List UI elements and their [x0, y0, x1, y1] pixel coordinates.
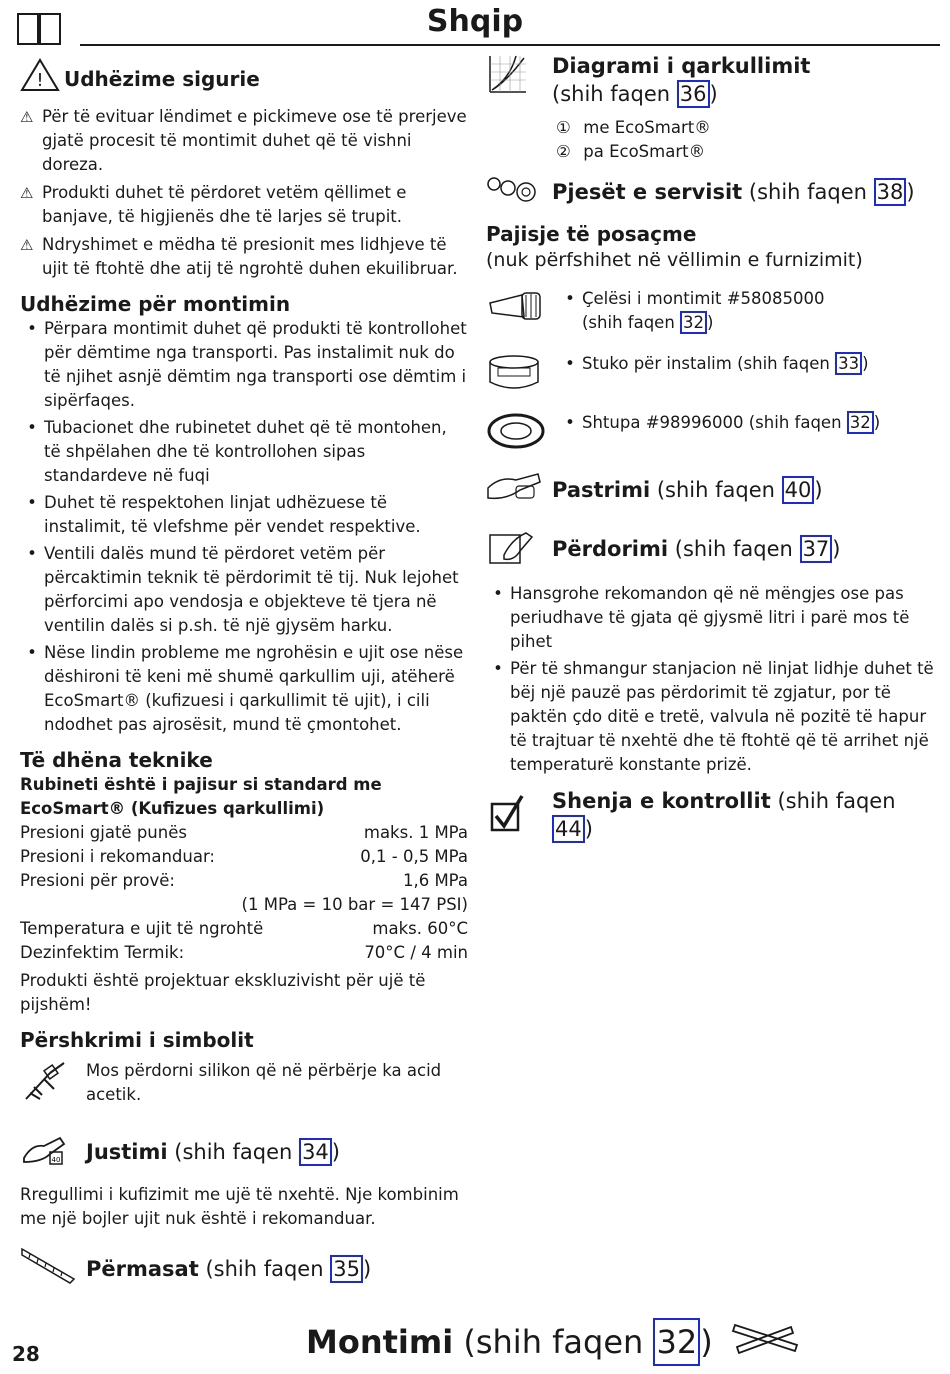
- safety-item: ⚠ Për të evituar lëndimet e pickimeve ose të prerjeve gjatë procesit të montimit duhet që të vishni doreza.: [20, 107, 467, 174]
- safety-title: Udhëzime sigurie: [64, 66, 260, 91]
- page-link[interactable]: 34: [299, 1138, 332, 1166]
- wrench-icon: [731, 1319, 801, 1366]
- page-link[interactable]: 35: [330, 1255, 363, 1283]
- page-link[interactable]: 32: [653, 1318, 700, 1366]
- footer-montimi: Montimi (shih faqen 32 ): [306, 1318, 801, 1366]
- list-item: ① me EcoSmart®: [556, 118, 711, 137]
- page-link[interactable]: 44: [552, 815, 585, 843]
- list-item: • Duhet të respektohen linjat udhëzuese të instalimit, të vlefshme për vendet respektive.: [27, 493, 421, 536]
- mount-title: Udhëzime për montimin: [20, 292, 291, 316]
- justimi-row: 40 Justimi (shih faqen 34 ): [20, 1128, 468, 1175]
- special-item-key: • Çelësi i montimit #58085000 (shih faqen 32 ): [486, 287, 936, 338]
- tech-row: Presioni gjatë punës maks. 1 MPa: [20, 823, 468, 842]
- tech-subtitle-2: EcoSmart® (Kufizues qarkullimi): [20, 799, 325, 818]
- list-item: • Ventili dalës mund të përdoret vetëm për përcaktimin teknik të përdorimit të tij. Nuk lejohet përforcimi apo vendosja e objekteve të tjera në ventilin dalës si p.sh. të një gjysëm harku.: [27, 544, 459, 635]
- tech-row: Temperatura e ujit të ngrohtë maks. 60°C: [20, 919, 468, 938]
- diagram-title: Diagrami i qarkullimit: [552, 54, 811, 78]
- pastrimi-row: Pastrimi (shih faqen 40 ): [486, 468, 936, 511]
- diagram-items: [556, 116, 936, 164]
- list-item: • Tubacionet dhe rubinetet duhet që të montohen, të shpëlahen dhe të kontrollohen sipas standardeve në fuqi: [27, 418, 447, 485]
- page-link[interactable]: 33: [835, 352, 862, 375]
- page-number: 28: [12, 1342, 40, 1366]
- pastrimi-title: Pastrimi: [552, 477, 651, 502]
- hand-adjust-icon: [20, 1128, 86, 1175]
- ruler-icon: [20, 1245, 86, 1292]
- warning-icon: [20, 58, 64, 99]
- svg-text:40: 40: [51, 1156, 61, 1164]
- tech-title: Të dhëna teknike: [20, 748, 213, 772]
- cleaning-hand-icon: [486, 468, 552, 511]
- putty-can-icon: [486, 352, 552, 399]
- left-column: [20, 58, 468, 1292]
- diagram-row: Diagrami i qarkullimit (shih faqen 36 ): [486, 52, 936, 108]
- symbol-row: [20, 1059, 468, 1110]
- special-title: Pajisje të posaçme: [486, 222, 697, 246]
- page-link[interactable]: 32: [847, 411, 874, 434]
- header-rule: [80, 44, 940, 46]
- service-title: Pjesët e servisit: [552, 179, 743, 204]
- operating-hand-icon: [486, 525, 552, 572]
- page-link[interactable]: 38: [874, 178, 907, 206]
- list-item: • Përpara montimit duhet që produkti të kontrollohet për dëmtime nga transporti. Pas instalimit nuk do të njihet asnjë dëmtim nga transporti ose dëmtim i sipërfaqes.: [27, 319, 467, 410]
- tech-subtitle: Rubineti është i pajisur si standard me: [20, 775, 382, 794]
- kontrolli-row: Shenja e kontrollit (shih faqen 44 ): [486, 787, 936, 843]
- list-item: ② pa EcoSmart®: [556, 142, 706, 161]
- service-parts-icon: [486, 170, 552, 213]
- seal-ring-icon: [486, 411, 552, 458]
- list-item: • Për të shmangur stanjacion në linjat lidhje duhet të bëj një pauzë pas përdorimit të zgjatur, por të paktën çdo ditë e tretë, valvula në pozitë të hapur të trajtuar të nxehtë dhe të ftohtë që të arrihet një temperaturë konstante prizë.: [493, 659, 934, 774]
- mounting-key-icon: [486, 287, 552, 334]
- list-item: • Hansgrohe rekomandon që në mëngjes ose pas periudhave të gjata që gjysmë litri i parë mos të pihet: [493, 584, 910, 651]
- page-link[interactable]: 32: [680, 311, 707, 334]
- perdorimi-list: [486, 582, 936, 777]
- justimi-text: Rregullimi i kufizimit me ujë të nxehtë. Nje kombinim me një bojler ujit nuk është i rekomanduar.: [20, 1185, 459, 1228]
- justimi-title: Justimi: [86, 1139, 168, 1164]
- special-subtitle: (nuk përfshihet në vëllimin e furnizimit): [486, 249, 863, 271]
- tech-row: Presioni për provë: 1,6 MPa: [20, 871, 468, 890]
- tech-row: Presioni i rekomanduar: 0,1 - 0,5 MPa: [20, 847, 468, 866]
- tech-row: Dezinfektim Termik: 70°C / 4 min: [20, 943, 468, 962]
- warning-icon: ⚠: [20, 236, 34, 254]
- special-item-seal: • Shtupa #98996000 (shih faqen 32 ): [486, 411, 936, 458]
- tech-note: Produkti është projektuar ekskluzivisht për ujë të pijshëm!: [20, 971, 426, 1014]
- page-link[interactable]: 37: [800, 535, 833, 563]
- permasat-row: Përmasat (shih faqen 35 ): [20, 1245, 468, 1292]
- permasat-title: Përmasat: [86, 1256, 199, 1281]
- warning-icon: ⚠: [20, 108, 34, 126]
- right-column: [486, 52, 936, 843]
- perdorimi-title: Përdorimi: [552, 536, 669, 561]
- checkmark-box-icon: [486, 792, 552, 839]
- symbol-text: Mos përdorni silikon që në përbërje ka acid acetik.: [86, 1061, 442, 1104]
- page-link[interactable]: 36: [677, 80, 710, 108]
- tech-row: (1 MPa = 10 bar = 147 PSI): [241, 895, 468, 914]
- safety-heading: [20, 58, 468, 99]
- flow-diagram-icon: [486, 52, 552, 103]
- warning-icon: ⚠: [20, 184, 34, 202]
- symbol-title: Përshkrimi i simbolit: [20, 1028, 254, 1052]
- svg-text:!: !: [36, 70, 44, 91]
- page-title: Shqip: [426, 4, 524, 39]
- special-item-putty: • Stuko për instalim (shih faqen 33 ): [486, 352, 936, 399]
- service-row: Pjesët e servisit (shih faqen 38 ): [486, 170, 936, 213]
- list-item: • Nëse lindin probleme me ngrohësin e ujit ose nëse dëshironi të keni më shumë qarkullim uji, atëherë EcoSmart® (kufizuesi i qarkullimit të ujit), i cili ndodhet pas ajrosësit, mund të çmontohet.: [27, 643, 464, 734]
- safety-item: ⚠ Produkti duhet të përdoret vetëm qëllimet e banjave, të higjienës dhe të larjes së trupit.: [20, 183, 407, 226]
- kontrolli-title: Shenja e kontrollit: [552, 789, 771, 813]
- safety-item: ⚠ Ndryshimet e mëdha të presionit mes lidhjeve të ujit të ftohtë dhe atij të ngrohtë duhen ekuilibruar.: [20, 235, 458, 278]
- footer-title: Montimi: [306, 1323, 454, 1361]
- perdorimi-row: Përdorimi (shih faqen 37 ): [486, 525, 936, 572]
- silicone-gun-icon: [20, 1059, 86, 1110]
- page-link[interactable]: 40: [782, 476, 815, 504]
